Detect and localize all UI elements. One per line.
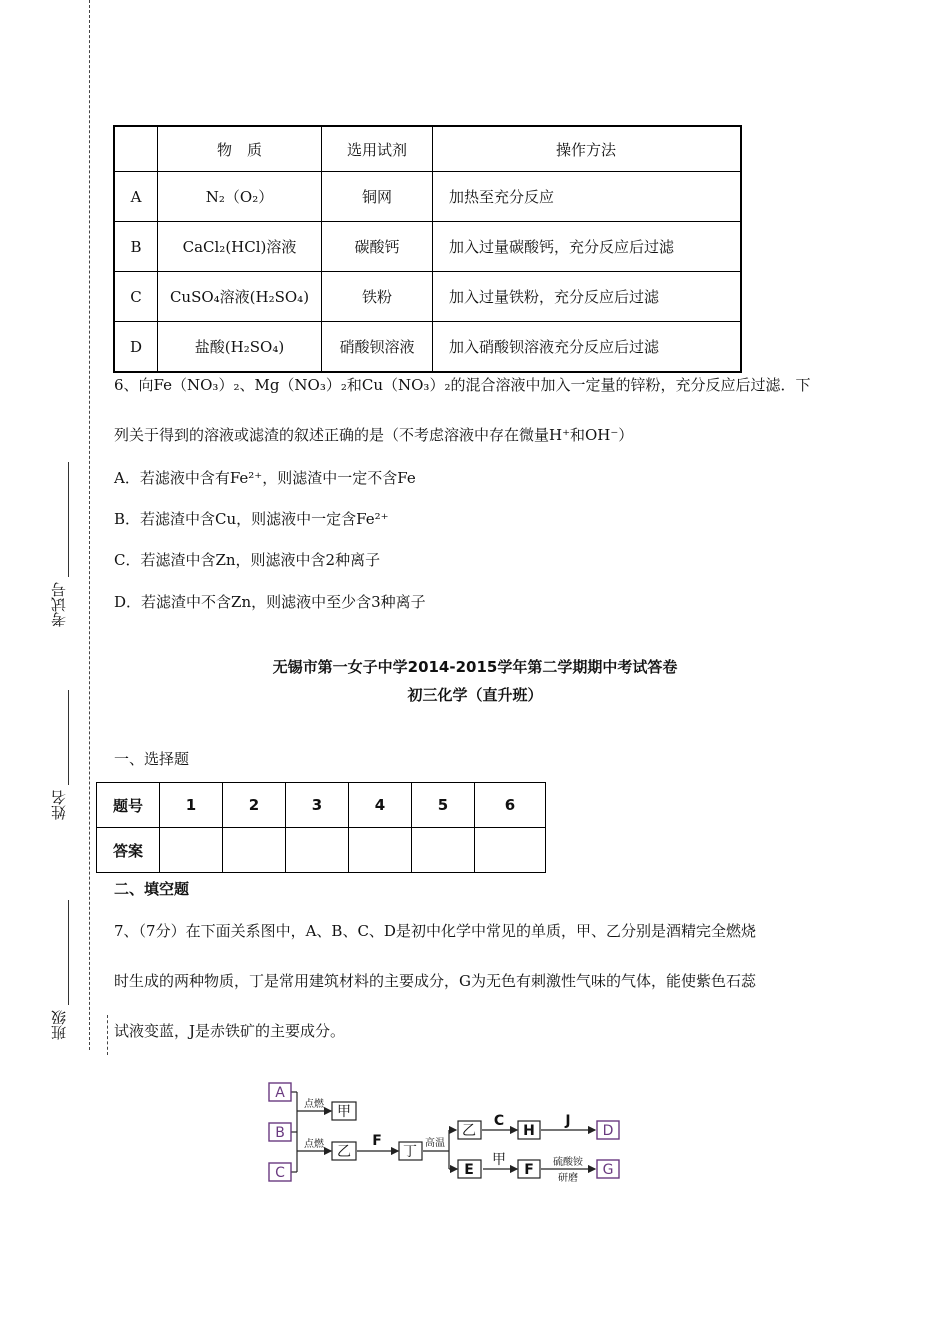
answer-cell[interactable] xyxy=(223,828,286,873)
class-blank xyxy=(68,900,69,1005)
question-number: 6 xyxy=(475,783,546,828)
q7-stem-line2: 时生成的两种物质，丁是常用建筑材料的主要成分，G为无色有刺激性气味的气体，能使紫色石蕊 xyxy=(114,972,756,990)
node-h: H xyxy=(523,1123,535,1139)
answer-header: 答案 xyxy=(97,828,160,873)
method-cell: 加入过量碳酸钙，充分反应后过滤 xyxy=(433,222,742,272)
answer-sheet-title: 无锡市第一女子中学2014-2015学年第二学期期中考试答卷 xyxy=(272,658,678,676)
question-number: 2 xyxy=(223,783,286,828)
node-yi: 乙 xyxy=(337,1144,351,1160)
node-f: F xyxy=(524,1162,534,1178)
section-fill-heading: 二、填空题 xyxy=(114,880,190,898)
node-jia: 甲 xyxy=(337,1104,351,1120)
row-label: C xyxy=(114,272,158,322)
substance-cell: CaCl₂(HCl)溶液 xyxy=(158,222,322,272)
node-yi2: 乙 xyxy=(462,1123,476,1139)
row-label: B xyxy=(114,222,158,272)
node-ding: 丁 xyxy=(403,1144,417,1160)
reagent-table xyxy=(113,125,742,373)
table-row xyxy=(114,222,741,272)
q6-option-d: D．若滤渣中不含Zn，则滤液中至少含3种离子 xyxy=(114,593,426,611)
answer-cell[interactable] xyxy=(349,828,412,873)
table-header-row xyxy=(114,126,741,172)
label-ammonium-sulfate: 硫酸铵 xyxy=(553,1157,583,1168)
method-cell: 加入过量铁粉，充分反应后过滤 xyxy=(433,272,742,322)
reagent-cell: 铜网 xyxy=(322,172,433,222)
q6-stem-line2: 列关于得到的溶液或滤渣的叙述正确的是（不考虑溶液中存在微量H⁺和OH⁻） xyxy=(114,426,634,444)
exam-no-blank xyxy=(68,462,69,577)
question-number-header: 题号 xyxy=(97,783,160,828)
question-number: 5 xyxy=(412,783,475,828)
node-d: D xyxy=(602,1123,614,1139)
relationship-diagram xyxy=(265,1075,635,1190)
substance-cell: N₂（O₂） xyxy=(158,172,322,222)
binding-line-end xyxy=(107,1015,108,1055)
table-row xyxy=(114,172,741,222)
answer-cell[interactable] xyxy=(286,828,349,873)
node-a: A xyxy=(275,1085,285,1101)
table-row xyxy=(114,322,741,373)
label-ignite-1: 点燃 xyxy=(304,1099,324,1110)
row-label: A xyxy=(114,172,158,222)
q7-stem-line3: 试液变蓝，J是赤铁矿的主要成分。 xyxy=(114,1022,346,1040)
question-number: 3 xyxy=(286,783,349,828)
label-grind: 研磨 xyxy=(558,1173,578,1184)
label-ignite-2: 点燃 xyxy=(304,1139,324,1150)
exam-no-label: 考试号 xyxy=(50,582,68,627)
question-number: 1 xyxy=(160,783,223,828)
table-header-cell xyxy=(114,126,158,172)
table-header-cell: 物 质 xyxy=(158,126,322,172)
label-j-arrow: J xyxy=(565,1113,571,1129)
reagent-cell: 铁粉 xyxy=(322,272,433,322)
table-row xyxy=(114,272,741,322)
label-jia-arrow: 甲 xyxy=(492,1152,506,1168)
node-g: G xyxy=(602,1162,614,1178)
answer-sheet-subtitle: 初三化学（直升班） xyxy=(407,686,543,704)
method-cell: 加热至充分反应 xyxy=(433,172,742,222)
reagent-cell: 硝酸钡溶液 xyxy=(322,322,433,373)
answer-number-row xyxy=(97,783,546,828)
binding-line xyxy=(89,0,90,1050)
q6-option-c: C．若滤渣中含Zn，则滤液中含2种离子 xyxy=(114,551,381,569)
answer-fill-row xyxy=(97,828,546,873)
answer-cell[interactable] xyxy=(475,828,546,873)
substance-cell: 盐酸(H₂SO₄) xyxy=(158,322,322,373)
table-header-cell: 选用试剂 xyxy=(322,126,433,172)
q6-stem-line1: 6、向Fe（NO₃）₂、Mg（NO₃）₂和Cu（NO₃）₂的混合溶液中加入一定量的锌粉，充分反应后过滤．下 xyxy=(114,376,811,394)
label-c-arrow: C xyxy=(493,1113,505,1129)
reagent-cell: 碳酸钙 xyxy=(322,222,433,272)
label-high-temp: 高温 xyxy=(425,1138,445,1149)
answer-cell[interactable] xyxy=(160,828,223,873)
node-b: B xyxy=(275,1125,285,1141)
answer-cell[interactable] xyxy=(412,828,475,873)
method-cell: 加入硝酸钡溶液充分反应后过滤 xyxy=(433,322,742,373)
table-header-cell: 操作方法 xyxy=(433,126,742,172)
node-e: E xyxy=(464,1162,474,1178)
q7-stem-line1: 7、（7分）在下面关系图中，A、B、C、D是初中化学中常见的单质，甲、乙分别是酒精完全燃烧 xyxy=(114,922,756,940)
name-label: 姓名 xyxy=(50,790,68,820)
class-label: 班级 xyxy=(50,1010,68,1040)
question-number: 4 xyxy=(349,783,412,828)
q6-option-a: A．若滤液中含有Fe²⁺，则滤渣中一定不含Fe xyxy=(114,469,416,487)
row-label: D xyxy=(114,322,158,373)
node-c: C xyxy=(275,1165,285,1181)
answer-table xyxy=(96,782,546,873)
substance-cell: CuSO₄溶液(H₂SO₄) xyxy=(158,272,322,322)
label-f-arrow: F xyxy=(372,1133,382,1149)
section-choice-heading: 一、选择题 xyxy=(114,750,190,768)
q6-option-b: B．若滤渣中含Cu，则滤液中一定含Fe²⁺ xyxy=(114,510,389,528)
